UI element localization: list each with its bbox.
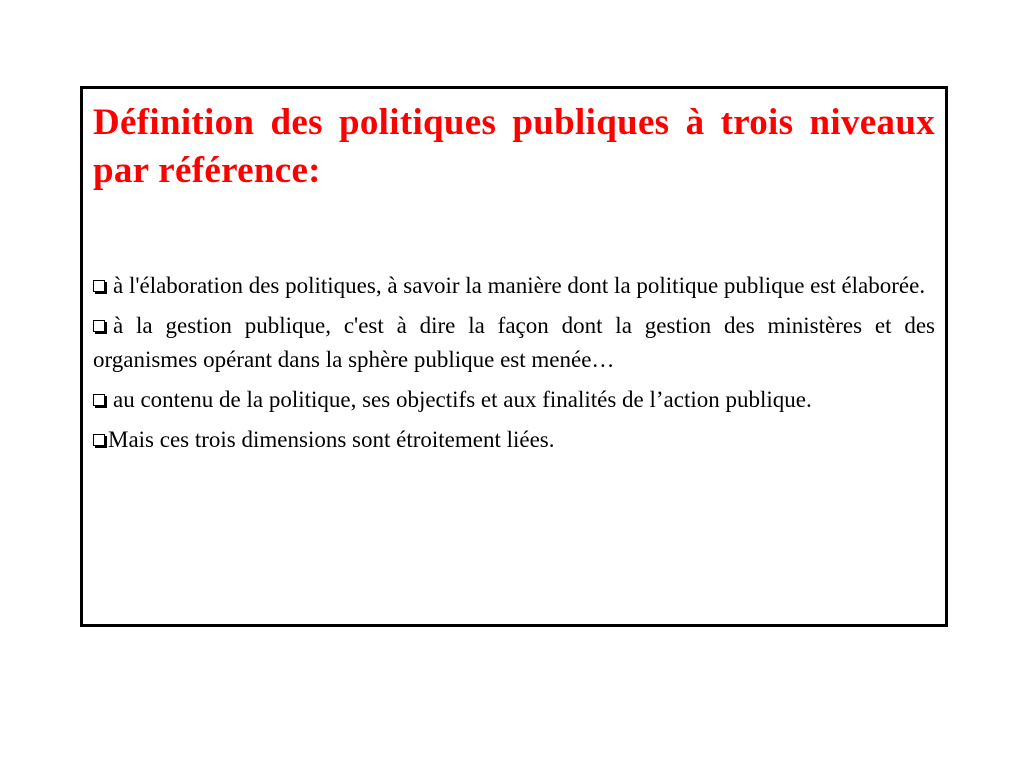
checkbox-square-icon	[93, 280, 105, 292]
slide-content-box	[80, 86, 948, 627]
bullet-text: à l'élaboration des politiques, à savoir la manière dont la politique publique est élaborée.	[113, 273, 926, 298]
bullet-item	[93, 383, 935, 417]
bullet-item	[93, 309, 935, 377]
checkbox-square-icon	[93, 434, 105, 446]
checkbox-square-icon	[93, 320, 105, 332]
bullet-text: à la gestion publique, c'est à dire la façon dont la gestion des ministères et des organismes opérant dans la sphère publique est menée…	[93, 313, 935, 372]
bullet-text: Mais ces trois dimensions sont étroitement liées.	[108, 427, 555, 452]
bullet-text: au contenu de la politique, ses objectifs et aux finalités de l’action publique.	[113, 387, 812, 412]
bullet-list	[93, 269, 935, 463]
bullet-item	[93, 423, 935, 457]
slide-title: Définition des politiques publiques à trois niveaux par référence:	[93, 102, 935, 191]
checkbox-square-icon	[93, 394, 105, 406]
bullet-item	[93, 269, 935, 303]
